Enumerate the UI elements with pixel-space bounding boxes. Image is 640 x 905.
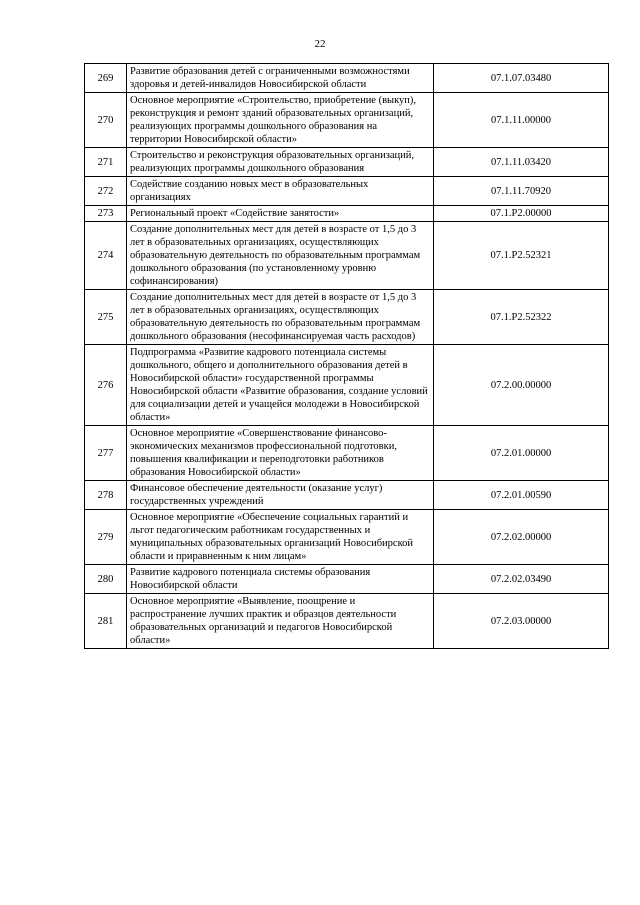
row-name: Создание дополнительных мест для детей в возрасте от 1,5 до 3 лет в образовательных организациях, осуществляющих образовательную деятельность по образовательным программам дошкольного образования (по установленному уровню софинансирования) (127, 222, 434, 290)
row-number: 272 (85, 177, 127, 206)
table-row (85, 148, 609, 177)
row-code: 07.2.00.00000 (434, 345, 609, 426)
row-code: 07.2.02.00000 (434, 510, 609, 565)
row-number: 269 (85, 64, 127, 93)
row-code: 07.1.11.70920 (434, 177, 609, 206)
row-code: 07.2.02.03490 (434, 565, 609, 594)
row-name: Создание дополнительных мест для детей в возрасте от 1,5 до 3 лет в образовательных организациях, осуществляющих образовательную деятельность по образовательным программам дошкольного образования (несофинансируемая часть расходов) (127, 290, 434, 345)
table-row (85, 93, 609, 148)
table-row (85, 426, 609, 481)
row-code: 07.2.01.00590 (434, 481, 609, 510)
row-number: 279 (85, 510, 127, 565)
row-number: 273 (85, 206, 127, 222)
budget-code-table (84, 63, 609, 649)
row-code: 07.2.01.00000 (434, 426, 609, 481)
row-code: 07.1.P2.52321 (434, 222, 609, 290)
row-number: 278 (85, 481, 127, 510)
row-name: Развитие образования детей с ограниченными возможностями здоровья и детей-инвалидов Новосибирской области (127, 64, 434, 93)
row-name: Основное мероприятие «Обеспечение социальных гарантий и льгот педагогическим работникам государственных и муниципальных образовательных организаций Новосибирской области и приравненным к ним лицам» (127, 510, 434, 565)
row-code: 07.1.P2.00000 (434, 206, 609, 222)
row-number: 274 (85, 222, 127, 290)
table-row (85, 177, 609, 206)
table-row (85, 64, 609, 93)
row-name: Финансовое обеспечение деятельности (оказание услуг) государственных учреждений (127, 481, 434, 510)
row-code: 07.1.11.03420 (434, 148, 609, 177)
table-row (85, 481, 609, 510)
row-name: Основное мероприятие «Совершенствование финансово-экономических механизмов профессиональной подготовки, повышения квалификации и переподготовки работников образования Новосибирской области» (127, 426, 434, 481)
row-name: Региональный проект «Содействие занятости» (127, 206, 434, 222)
row-number: 270 (85, 93, 127, 148)
row-name: Основное мероприятие «Строительство, приобретение (выкуп), реконструкция и ремонт зданий образовательных организаций, реализующих программы дошкольного образования на территории Новосибирской области» (127, 93, 434, 148)
page-number: 22 (314, 38, 326, 50)
row-code: 07.1.11.00000 (434, 93, 609, 148)
row-code: 07.1.P2.52322 (434, 290, 609, 345)
row-number: 281 (85, 594, 127, 649)
table-row (85, 565, 609, 594)
row-name: Основное мероприятие «Выявление, поощрение и распространение лучших практик и образцов деятельности образовательных организаций и педагогов Новосибирской области» (127, 594, 434, 649)
row-number: 280 (85, 565, 127, 594)
row-number: 276 (85, 345, 127, 426)
table-row (85, 594, 609, 649)
row-name: Подпрограмма «Развитие кадрового потенциала системы дошкольного, общего и дополнительного образования детей в Новосибирской области» государственной программы Новосибирской области «Развитие образования, создание условий для социализации детей и учащейся молодежи в Новосибирской области» (127, 345, 434, 426)
row-name: Содействие созданию новых мест в образовательных организациях (127, 177, 434, 206)
table-row (85, 510, 609, 565)
row-number: 275 (85, 290, 127, 345)
table-row (85, 206, 609, 222)
row-number: 271 (85, 148, 127, 177)
row-code: 07.1.07.03480 (434, 64, 609, 93)
row-name: Развитие кадрового потенциала системы образования Новосибирской области (127, 565, 434, 594)
row-name: Строительство и реконструкция образовательных организаций, реализующих программы дошкольного образования (127, 148, 434, 177)
table-row (85, 222, 609, 290)
table-row (85, 345, 609, 426)
row-number: 277 (85, 426, 127, 481)
row-code: 07.2.03.00000 (434, 594, 609, 649)
table-row (85, 290, 609, 345)
